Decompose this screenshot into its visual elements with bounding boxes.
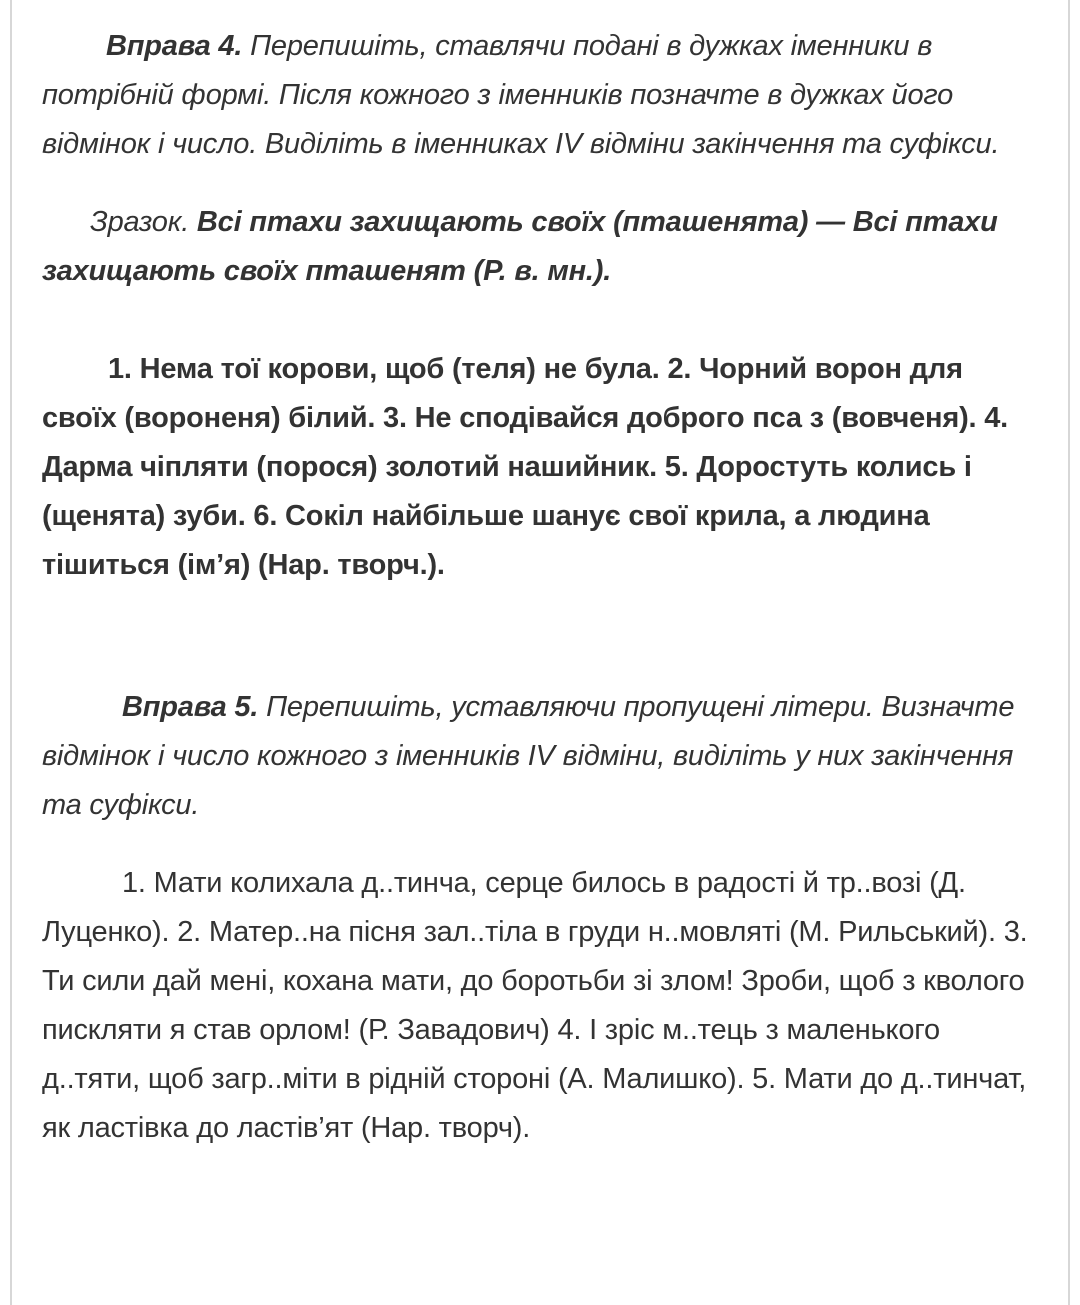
- exercise-4-sentences: 1. Нема тої корови, щоб (теля) не була. 2. Чорний ворон для своїх (вороненя) білий. 3. Не сподівайся доброго пса з (вовченя). 4. Дарма чіпляти (порося) золотий нашийник. 5. Доростуть колись і (щенята) зуби. 6. Сокіл найбільше шанує свої крила, а людина тішиться (ім’я) (Нар. творч.).: [42, 353, 1009, 581]
- sample-text: Всі птахи захищають своїх (пташенята) — Всі птахи захищають своїх пташенят (Р. в. мн.).: [42, 206, 998, 287]
- sample-label: Зразок.: [90, 206, 197, 238]
- exercise-5-heading: Вправа 5.: [122, 691, 259, 723]
- exercise-5-task: [42, 683, 1042, 830]
- exercise-4-task: [42, 22, 1042, 169]
- exercise-5-sentences: 1. Мати колихала д..тинча, серце билось в радості й тр..возі (Д. Луценко). 2. Матер..на пісня зал..тіла в груди н..мовляті (М. Рильський). 3. Ти сили дай мені, кохана мати, до боротьби зі злом! Зроби, щоб з кволого пискляти я став орлом! (Р. Завадович) 4. І зріс м..тець з маленького д..тяти, щоб загр..міти в рідній стороні (А. Малишко). 5. Мати до д..тинчат, як ластівка до ластів’ят (Нар. творч).: [42, 867, 1028, 1144]
- document-content: [42, 22, 1042, 1153]
- exercise-5-instructions: Перепишіть, уставляючи пропущені літери. Визначте відмінок і число кожного з іменників IV відміни, виділіть у них закінчення та суфікси.: [42, 691, 1015, 821]
- exercise-4-heading: Вправа 4.: [106, 30, 243, 62]
- exercise-4-sample: [42, 198, 1042, 296]
- exercise-4-instructions: Перепишіть, ставлячи подані в дужках іменники в потрібній формі. Після кожного з іменників позначте в дужках його відмінок і число. Виділіть в іменниках IV відміни закінчення та суфікси.: [42, 30, 1000, 160]
